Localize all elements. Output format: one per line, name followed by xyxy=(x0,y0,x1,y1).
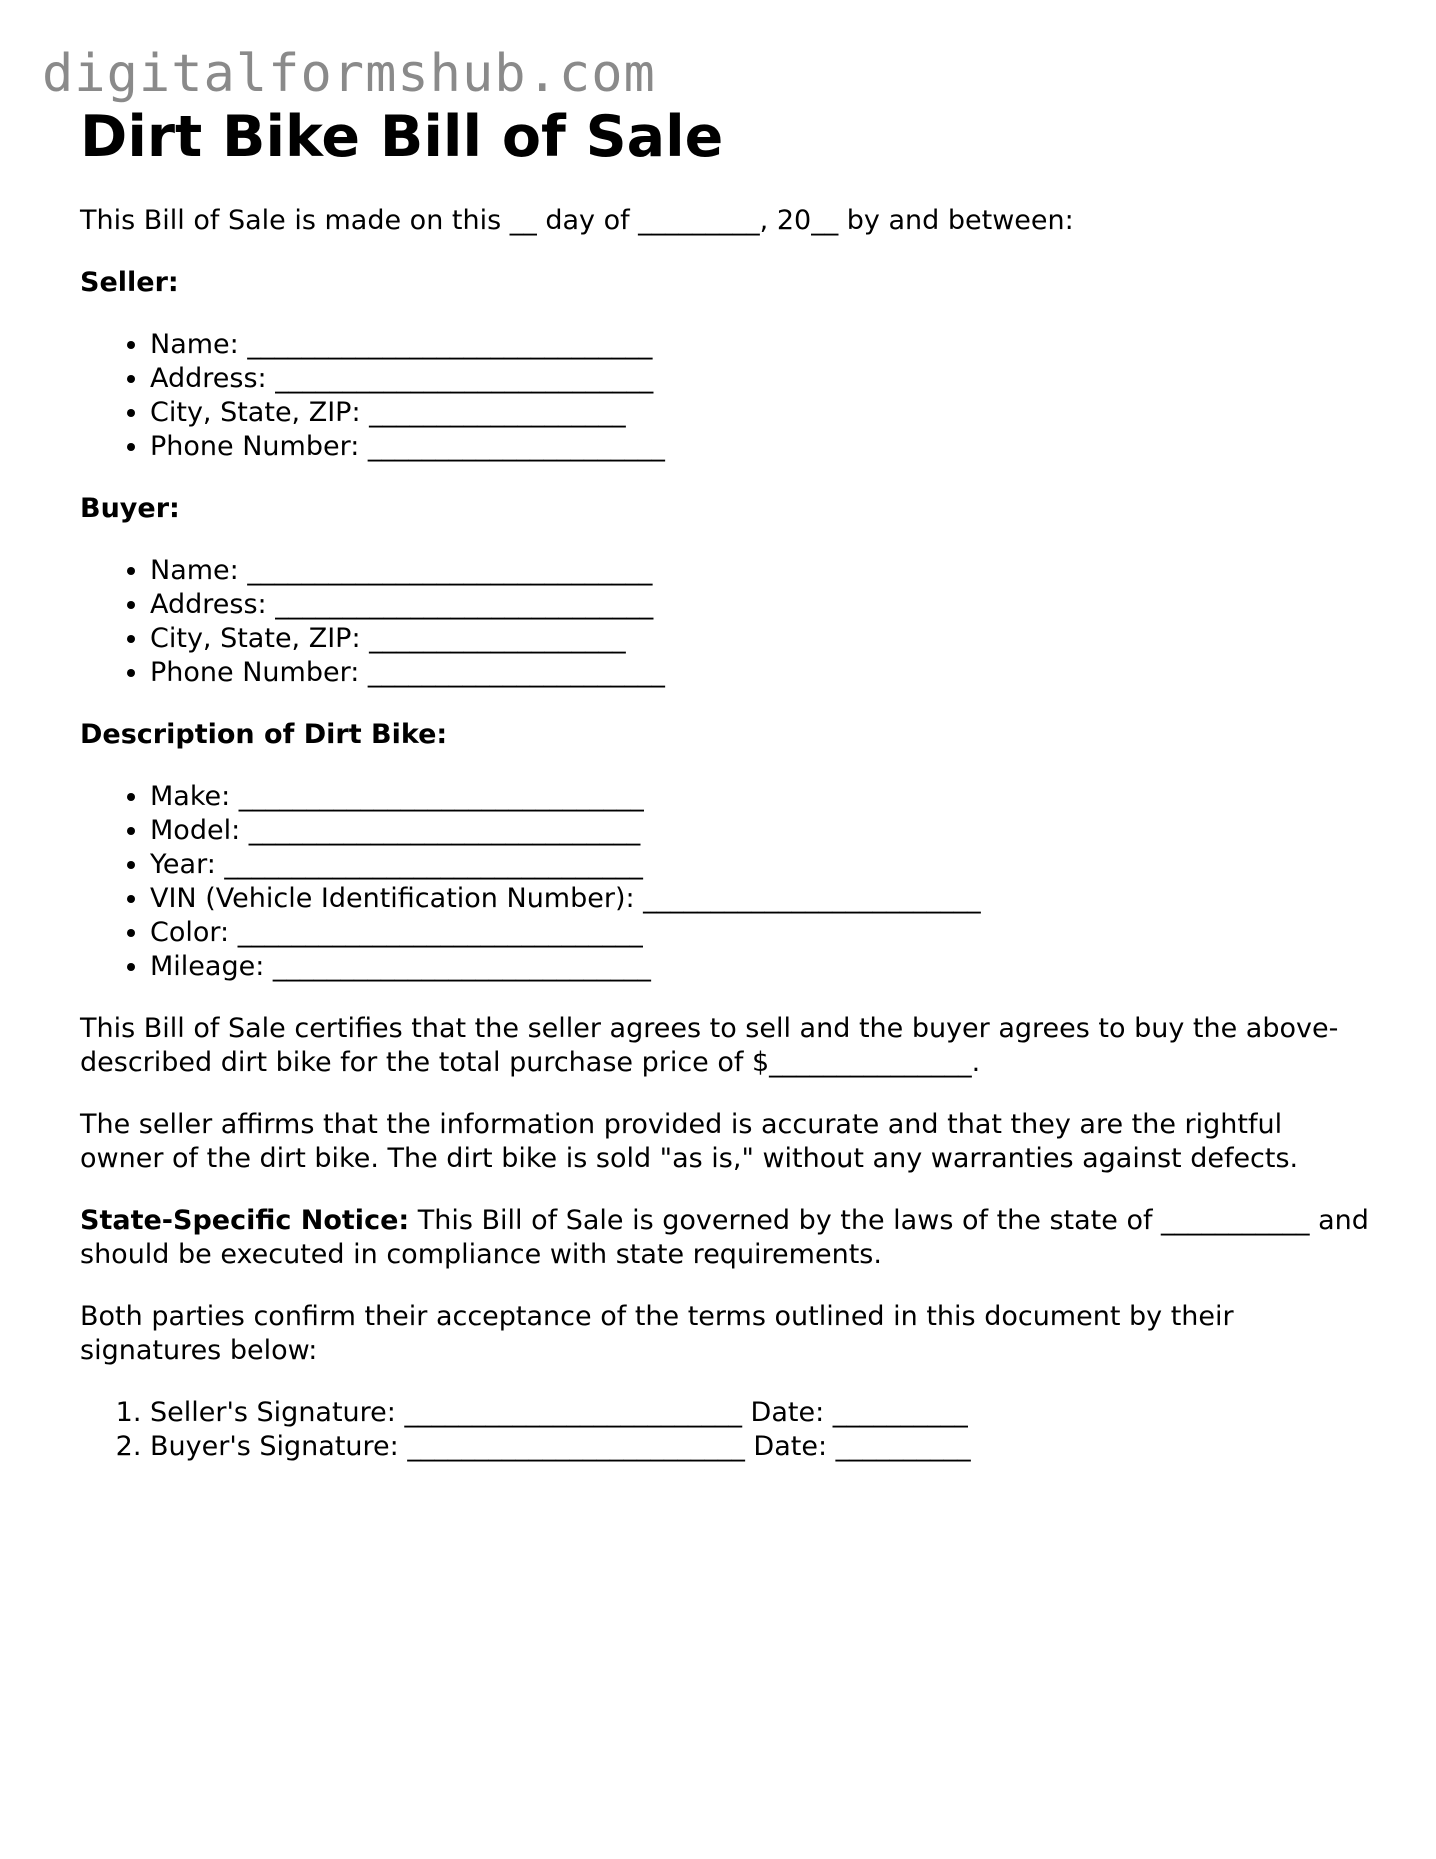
watermark-text: digitalformshub.com xyxy=(42,44,656,104)
buyer-city-state-zip-field: • City, State, ZIP: ___________________ xyxy=(150,622,1370,656)
description-heading: Description of Dirt Bike: xyxy=(80,719,448,750)
signature-list xyxy=(80,1396,1370,1464)
buyer-fields-list xyxy=(80,554,1370,690)
year-field: • Year: _______________________________ xyxy=(150,848,1370,882)
state-notice-text: This Bill of Sale is governed by the laws of the state of ___________ and should be executed in compliance with state requirements. xyxy=(80,1205,1369,1270)
state-notice-label: State-Specific Notice: xyxy=(80,1205,410,1236)
vin-field: • VIN (Vehicle Identification Number): _________________________ xyxy=(150,882,1370,916)
seller-phone-field: • Phone Number: ______________________ xyxy=(150,430,1370,464)
seller-fields-list xyxy=(80,328,1370,464)
certification-paragraph: This Bill of Sale certifies that the seller agrees to sell and the buyer agrees to buy the above-described dirt bike for the total purchase price of $_______________. xyxy=(80,1013,1339,1078)
seller-signature-line: 1. Seller's Signature: _________________________ Date: __________ xyxy=(150,1396,1370,1430)
buyer-heading: Buyer: xyxy=(80,493,180,524)
seller-heading: Seller: xyxy=(80,267,179,298)
buyer-address-field: • Address: ____________________________ xyxy=(150,588,1370,622)
seller-name-field: • Name: ______________________________ xyxy=(150,328,1370,362)
description-fields-list xyxy=(80,780,1370,984)
seller-city-state-zip-field: • City, State, ZIP: ___________________ xyxy=(150,396,1370,430)
document-title: Dirt Bike Bill of Sale xyxy=(80,104,724,170)
make-field: • Make: ______________________________ xyxy=(150,780,1370,814)
model-field: • Model: _____________________________ xyxy=(150,814,1370,848)
acceptance-paragraph: Both parties confirm their acceptance of the terms outlined in this document by their signatures below: xyxy=(80,1301,1234,1366)
buyer-phone-field: • Phone Number: ______________________ xyxy=(150,656,1370,690)
document-page xyxy=(80,100,1370,1464)
buyer-name-field: • Name: ______________________________ xyxy=(150,554,1370,588)
affirmation-paragraph: The seller affirms that the information provided is accurate and that they are the rightful owner of the dirt bike. The dirt bike is sold "as is," without any warranties against defects. xyxy=(80,1109,1299,1174)
seller-address-field: • Address: ____________________________ xyxy=(150,362,1370,396)
buyer-signature-line: 2. Buyer's Signature: _________________________ Date: __________ xyxy=(150,1430,1370,1464)
mileage-field: • Mileage: ____________________________ xyxy=(150,950,1370,984)
state-notice-paragraph xyxy=(80,1204,1370,1272)
intro-paragraph: This Bill of Sale is made on this __ day of _________, 20__ by and between: xyxy=(80,205,1074,236)
color-field: • Color: ______________________________ xyxy=(150,916,1370,950)
